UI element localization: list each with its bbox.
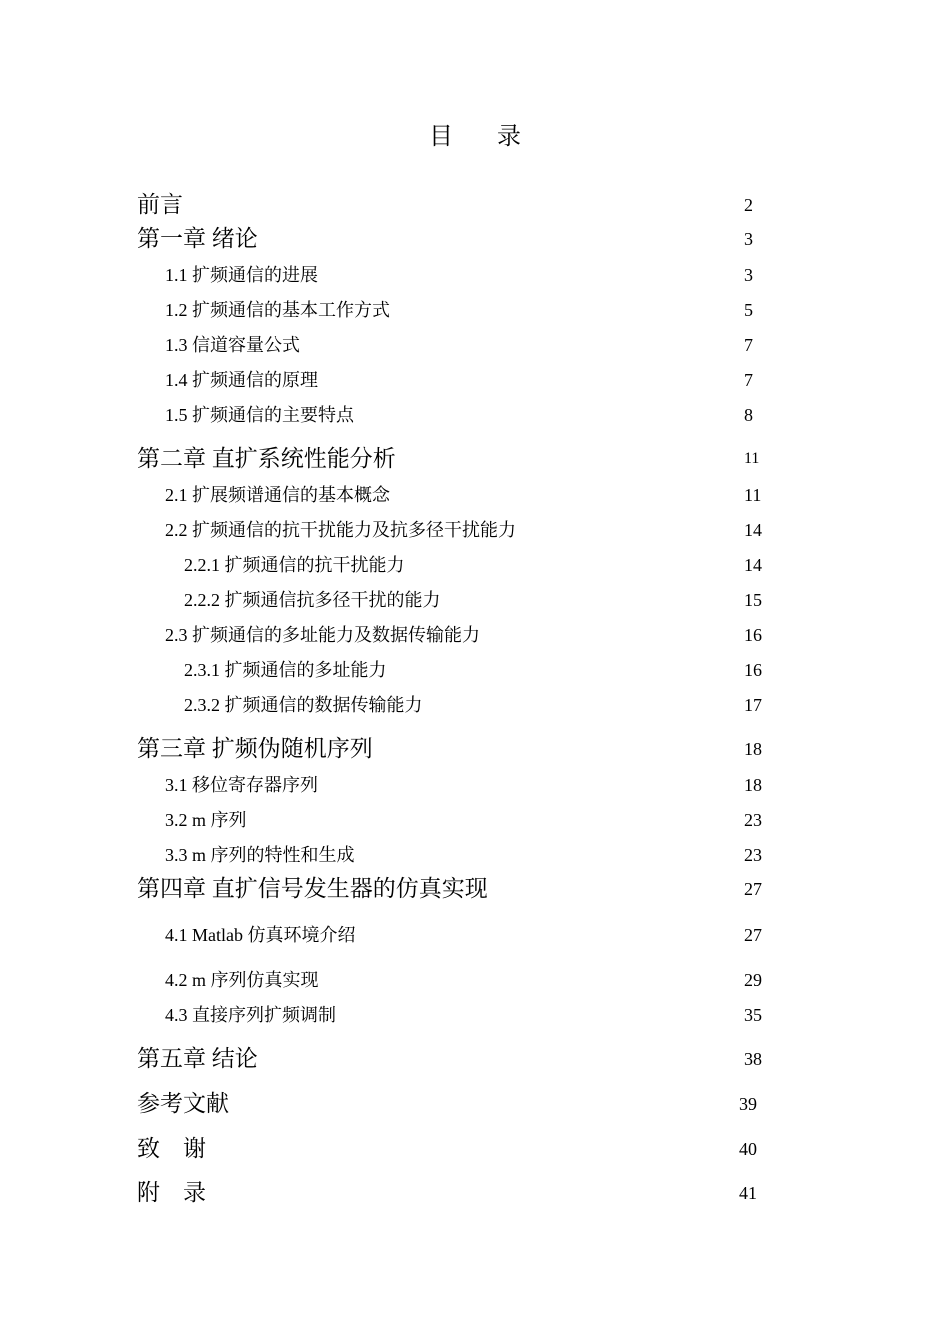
toc-entry-preface[interactable] xyxy=(0,189,950,221)
toc-entry-label: 3.3 m 序列的特性和生成 xyxy=(165,845,355,865)
toc-entry-label: 致 谢 xyxy=(137,1136,206,1161)
toc-entry-label: 1.1 扩频通信的进展 xyxy=(165,265,318,285)
toc-entry-page: 23 xyxy=(744,845,762,865)
toc-entry-4-3[interactable] xyxy=(0,999,950,1031)
toc-entry-chapter-5[interactable] xyxy=(0,1043,950,1075)
toc-entry-label: 2.2.2 扩频通信抗多径干扰的能力 xyxy=(184,590,441,610)
toc-entry-label: 2.1 扩展频谱通信的基本概念 xyxy=(165,485,390,505)
toc-entry-page: 38 xyxy=(744,1049,762,1069)
toc-entry-3-3[interactable] xyxy=(0,839,950,871)
toc-entry-acknowledgements[interactable] xyxy=(0,1133,950,1165)
toc-entry-label: 第一章 绪论 xyxy=(137,226,258,251)
toc-entry-1-2[interactable] xyxy=(0,294,950,326)
toc-entry-label: 2.2.1 扩频通信的抗干扰能力 xyxy=(184,555,405,575)
toc-entry-chapter-2[interactable] xyxy=(0,443,950,475)
toc-entry-3-2[interactable] xyxy=(0,804,950,836)
toc-entry-2-3-1[interactable] xyxy=(0,654,950,686)
toc-entry-label: 2.2 扩频通信的抗干扰能力及抗多径干扰能力 xyxy=(165,520,516,540)
toc-entry-page: 3 xyxy=(744,265,753,285)
toc-entry-chapter-1[interactable] xyxy=(0,223,950,255)
toc-entry-2-2-2[interactable] xyxy=(0,584,950,616)
toc-entry-label: 前言 xyxy=(137,192,183,217)
toc-entry-2-3[interactable] xyxy=(0,619,950,651)
toc-entry-page: 41 xyxy=(739,1183,757,1203)
toc-entry-page: 14 xyxy=(744,520,762,540)
toc-entry-1-5[interactable] xyxy=(0,399,950,431)
toc-entry-label: 1.2 扩频通信的基本工作方式 xyxy=(165,300,390,320)
toc-entry-2-2-1[interactable] xyxy=(0,549,950,581)
toc-entry-label: 4.1 Matlab 仿真环境介绍 xyxy=(165,925,356,945)
toc-entry-label: 2.3.2 扩频通信的数据传输能力 xyxy=(184,695,423,715)
toc-entry-page: 18 xyxy=(744,775,762,795)
toc-entry-page: 23 xyxy=(744,810,762,830)
toc-entry-label: 4.3 直接序列扩频调制 xyxy=(165,1005,336,1025)
toc-entry-page: 11 xyxy=(744,485,762,505)
toc-entry-chapter-4[interactable] xyxy=(0,873,950,905)
toc-entry-label: 2.3 扩频通信的多址能力及数据传输能力 xyxy=(165,625,480,645)
toc-entry-page: 27 xyxy=(744,925,762,945)
toc-entry-label: 4.2 m 序列仿真实现 xyxy=(165,970,319,990)
toc-title-char-1: 目 xyxy=(429,124,453,150)
toc-entry-label: 3.2 m 序列 xyxy=(165,810,247,830)
toc-entry-page: 7 xyxy=(744,335,753,355)
toc-entry-label: 1.5 扩频通信的主要特点 xyxy=(165,405,354,425)
toc-entry-page: 15 xyxy=(744,590,762,610)
toc-entry-label: 1.3 信道容量公式 xyxy=(165,335,300,355)
toc-entry-page: 16 xyxy=(744,660,762,680)
toc-entry-3-1[interactable] xyxy=(0,769,950,801)
toc-entry-1-1[interactable] xyxy=(0,259,950,291)
toc-title-char-2: 录 xyxy=(497,124,521,150)
toc-entry-page: 16 xyxy=(744,625,762,645)
toc-entry-label: 2.3.1 扩频通信的多址能力 xyxy=(184,660,387,680)
toc-entry-page: 39 xyxy=(739,1094,757,1114)
toc-entry-page: 8 xyxy=(744,405,753,425)
toc-entry-page: 29 xyxy=(744,970,762,990)
toc-entry-label: 3.1 移位寄存器序列 xyxy=(165,775,318,795)
toc-entry-2-3-2[interactable] xyxy=(0,689,950,721)
toc-entry-page: 2 xyxy=(744,195,753,215)
toc-entry-references[interactable] xyxy=(0,1088,950,1120)
toc-entry-chapter-3[interactable] xyxy=(0,733,950,765)
toc-entry-label: 第二章 直扩系统性能分析 xyxy=(137,446,396,471)
toc-entry-page: 3 xyxy=(744,229,753,249)
toc-entry-page: 35 xyxy=(744,1005,762,1025)
toc-entry-page: 7 xyxy=(744,370,753,390)
toc-title xyxy=(0,116,950,151)
toc-entry-page: 5 xyxy=(744,300,753,320)
toc-entry-page: 18 xyxy=(744,739,762,759)
toc-entry-page: 17 xyxy=(744,695,762,715)
toc-entry-page: 11 xyxy=(744,450,760,467)
toc-entry-label: 第五章 结论 xyxy=(137,1046,258,1071)
toc-entry-1-4[interactable] xyxy=(0,364,950,396)
toc-entry-page: 14 xyxy=(744,555,762,575)
toc-entry-4-2[interactable] xyxy=(0,964,950,996)
toc-entry-label: 第三章 扩频伪随机序列 xyxy=(137,736,373,761)
toc-entry-2-1[interactable] xyxy=(0,479,950,511)
toc-entry-appendix[interactable] xyxy=(0,1177,950,1209)
toc-entry-4-1[interactable] xyxy=(0,919,950,951)
toc-entry-1-3[interactable] xyxy=(0,329,950,361)
toc-entry-label: 第四章 直扩信号发生器的仿真实现 xyxy=(137,876,488,901)
toc-entry-label: 附 录 xyxy=(137,1180,206,1205)
toc-entry-page: 27 xyxy=(744,879,762,899)
toc-entry-label: 1.4 扩频通信的原理 xyxy=(165,370,318,390)
toc-entry-page: 40 xyxy=(739,1139,757,1159)
toc-entry-label: 参考文献 xyxy=(137,1091,229,1116)
toc-entry-2-2[interactable] xyxy=(0,514,950,546)
